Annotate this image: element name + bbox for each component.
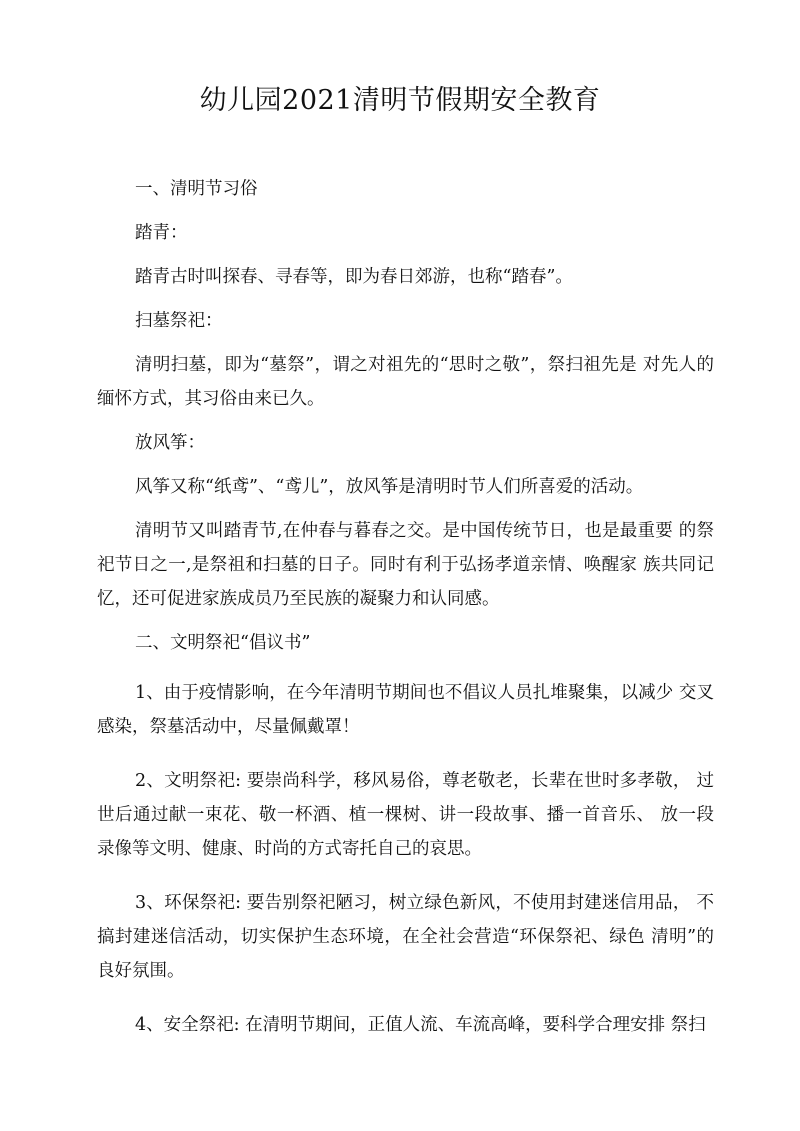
paragraph-item-3: 3、环保祭祀: 要告别祭祀陋习，树立绿色新风，不使用封建迷信用品， 不搞封建迷信活动，切实保护生态环境，在全社会营造“环保祭祀、绿色 清明”的良好氛围。 bbox=[97, 893, 714, 981]
paragraph-item-4: 4、安全祭祀: 在清明节期间，正值人流、车流高峰，要科学合理安排 祭扫 bbox=[135, 1015, 706, 1035]
paragraph-tomb-sweeping: 清明扫墓，即为“墓祭”，谓之对祖先的“思时之敬”，祭扫祖先是 对先人的缅怀方式，其习俗由来已久。 bbox=[97, 355, 714, 409]
paragraph-taqing: 踏青古时叫探春、寻春等，即为春日郊游，也称“踏春”。 bbox=[135, 267, 573, 287]
paragraph-festival-intro: 清明节又叫踏青节,在仲春与暮春之交。是中国传统节日，也是最重要 的祭祀节日之一,是祭祖和扫墓的日子。同时有利于弘扬孝道亲情、唤醒家 族共同记忆，还可促进家族成员乃至民族的凝聚力和认同感。 bbox=[97, 521, 714, 609]
paragraph-item-1: 1、由于疫情影响，在今年清明节期间也不倡议人员扎堆聚集，以减少 交叉感染，祭墓活动中，尽量佩戴罩！ bbox=[97, 683, 714, 737]
paragraph-item-2: 2、文明祭祀: 要崇尚科学，移风易俗，尊老敬老，长辈在世时多孝敬， 过世后通过献一束花、敬一杯酒、植一棵树、讲一段故事、播一首音乐、 放一段录像等文明、健康、时尚的方式寄托自己的哀思。 bbox=[97, 771, 714, 859]
subheading-taqing: 踏青： bbox=[135, 223, 188, 243]
subheading-kites: 放风筝： bbox=[135, 433, 205, 453]
subheading-tomb-sweeping: 扫墓祭祀： bbox=[135, 311, 223, 331]
section-heading-customs: 一、清明节习俗 bbox=[135, 179, 258, 199]
paragraph-kites: 风筝又称“纸鸢”、“鸢儿”，放风筝是清明时节人们所喜爱的活动。 bbox=[135, 477, 644, 497]
document-body bbox=[97, 172, 714, 1042]
section-heading-proposal: 二、文明祭祀“倡议书” bbox=[135, 633, 311, 653]
document-title: 幼儿园2021清明节假期安全教育 bbox=[199, 85, 601, 116]
